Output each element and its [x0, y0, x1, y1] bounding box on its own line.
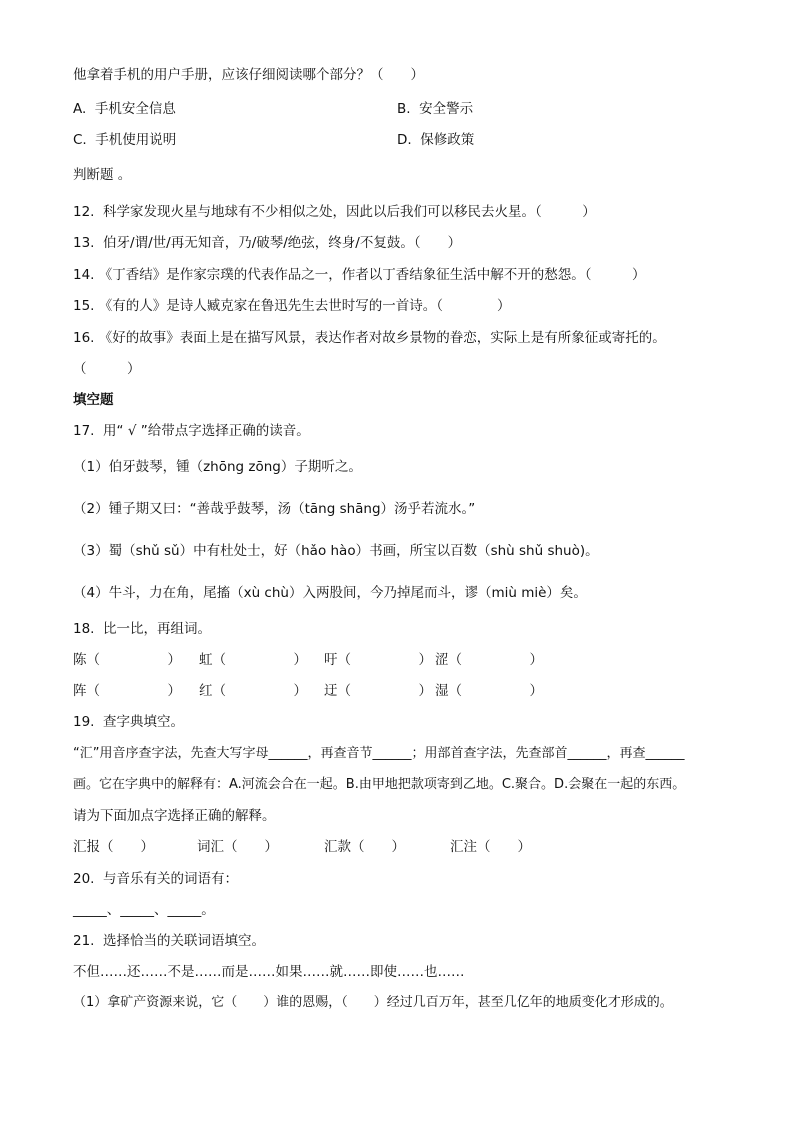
judgment-item-13: 13. 伯牙/谓/世/再无知音，乃/破琴/绝弦，终身/不复鼓。（ ） — [73, 235, 462, 251]
q18-cell: 阵（ ） — [73, 683, 181, 699]
q17-line-3: （3）蜀（shǔ sǔ）中有杜处士，好（hǎo hào）书画，所宝以百数（shù shǔ shuò)。 — [73, 543, 599, 559]
mc-option-a: A. 手机安全信息 — [73, 101, 176, 117]
q19-choice: 汇注（ ） — [450, 839, 531, 855]
q17-title: 17. 用“ √ ”给带点字选择正确的读音。 — [73, 423, 310, 439]
mc-option-d: D. 保修政策 — [397, 132, 475, 148]
q19-line-3: 请为下面加点字选择正确的解释。 — [73, 808, 276, 824]
q19-choice: 汇报（ ） — [73, 839, 154, 855]
q18-cell: 陈（ ） — [73, 652, 181, 668]
q17-line-2: （2）锺子期又曰：“善哉乎鼓琴，汤（tāng shāng）汤乎若流水。” — [73, 501, 476, 517]
q20-title: 20. 与音乐有关的词语有： — [73, 871, 239, 887]
judgment-item-16-paren: （ ） — [73, 361, 141, 377]
q19-choice: 词汇（ ） — [197, 839, 278, 855]
q17-line-1: （1）伯牙鼓琴，锺（zhōng zōng）子期听之。 — [73, 459, 362, 475]
q21-title: 21. 选择恰当的关联词语填空。 — [73, 933, 266, 949]
q18-cell: 湿（ ） — [435, 683, 543, 699]
judgment-heading: 判断题 。 — [73, 167, 132, 183]
mc-option-c: C. 手机使用说明 — [73, 132, 177, 148]
q18-title: 18. 比一比，再组词。 — [73, 621, 212, 637]
q19-choice: 汇款（ ） — [324, 839, 405, 855]
judgment-item-14: 14. 《丁香结》是作家宗璞的代表作品之一，作者以丁香结象征生活中解不开的愁怨。（ ） — [73, 267, 646, 283]
mc-question-stem: 他拿着手机的用户手册，应该仔细阅读哪个部分？（ ） — [73, 67, 424, 83]
fill-heading: 填空题 — [73, 392, 114, 408]
mc-option-b: B. 安全警示 — [397, 101, 474, 117]
q19-title: 19. 查字典填空。 — [73, 714, 185, 730]
q21-words: 不但……还……不是……而是……如果……就……即使……也…… — [73, 964, 465, 980]
q18-cell: 虹（ ） — [199, 652, 307, 668]
q18-cell: 迂（ ） — [324, 683, 432, 699]
q18-cell: 吁（ ） — [324, 652, 432, 668]
q18-cell: 涩（ ） — [435, 652, 543, 668]
q19-line-1: “汇”用音序查字法，先查大写字母______，再查音节______；用部首查字法，先查部首______，再查______ — [73, 746, 685, 761]
q20-blanks: _____、_____、_____。 — [73, 902, 215, 918]
q17-line-4: （4）牛斗，力在角，尾搐（xù chù）入两股间，今乃掉尾而斗，谬（miù miè）矣。 — [73, 585, 587, 601]
q19-line-2: 画。它在字典中的解释有：A.河流会合在一起。B.由甲地把款项寄到乙地。C.聚合。D.会聚在一起的东西。 — [73, 777, 686, 792]
judgment-item-16: 16. 《好的故事》表面上是在描写风景，表达作者对故乡景物的眷恋，实际上是有所象征或寄托的。 — [73, 330, 666, 346]
q18-cell: 红（ ） — [199, 683, 307, 699]
judgment-item-15: 15. 《有的人》是诗人臧克家在鲁迅先生去世时写的一首诗。（ ） — [73, 298, 511, 314]
judgment-item-12: 12. 科学家发现火星与地球有不少相似之处，因此以后我们可以移民去火星。（ ） — [73, 204, 596, 220]
q21-line-1: （1）拿矿产资源来说，它（ ）谁的恩赐，（ ）经过几百万年，甚至几亿年的地质变化才形成的。 — [73, 995, 673, 1010]
